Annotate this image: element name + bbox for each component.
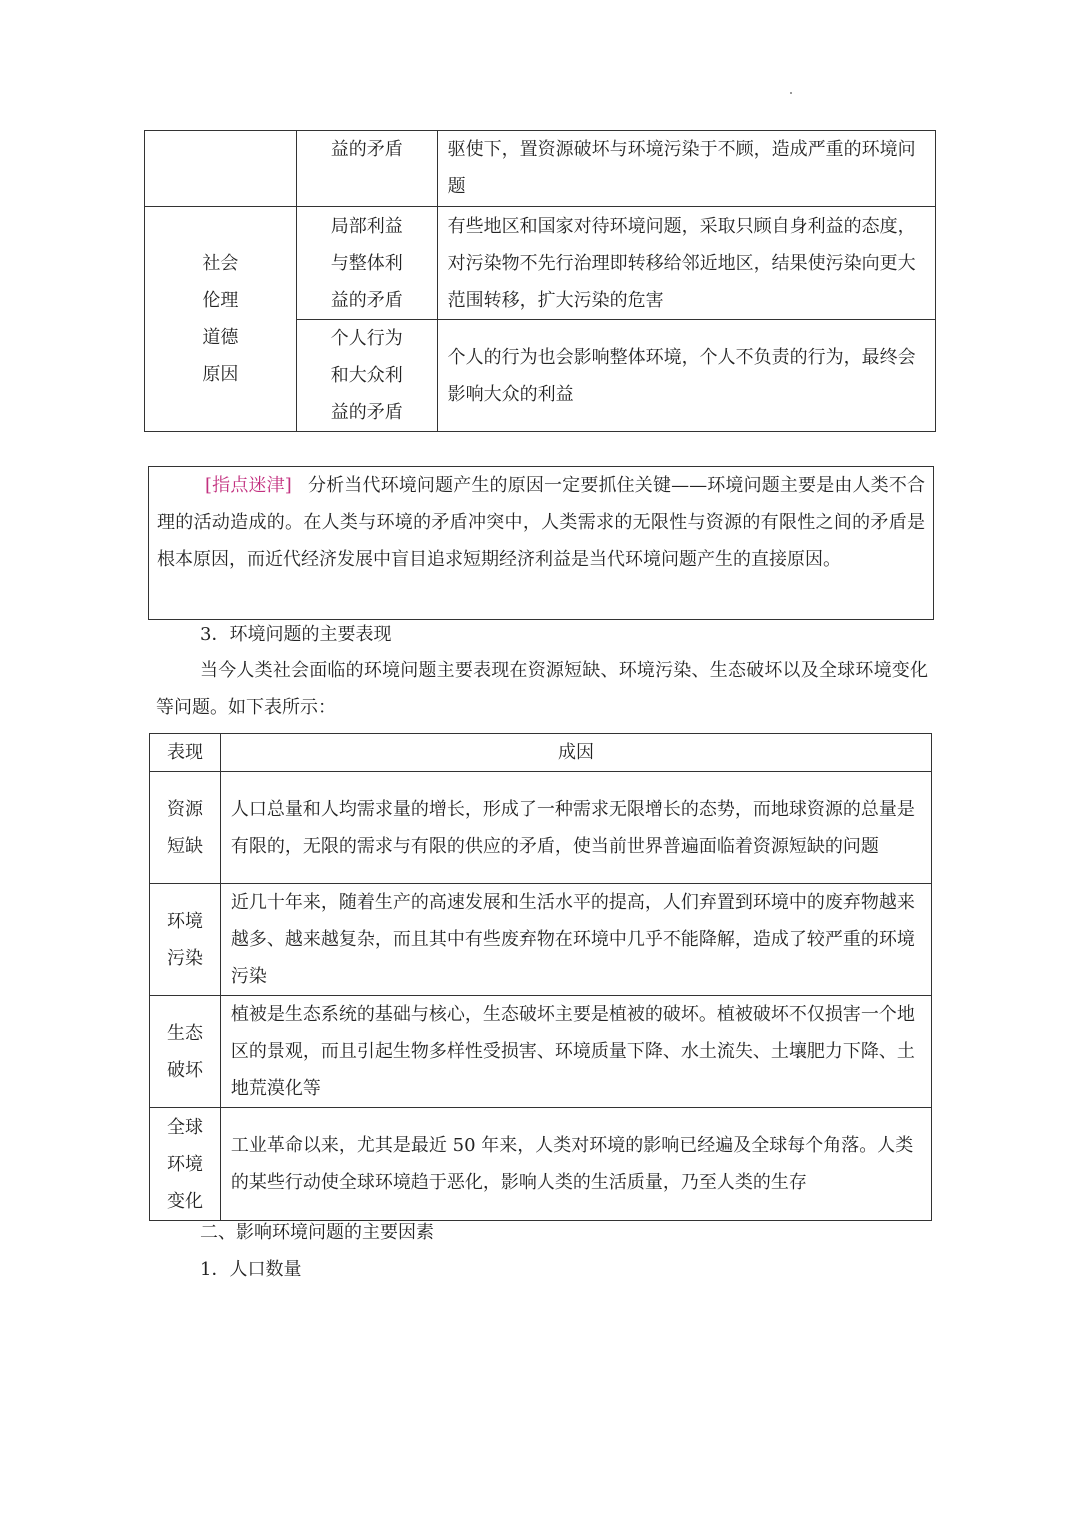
table-header-row — [150, 734, 932, 772]
table-row — [150, 996, 932, 1108]
row-value: 人口总量和人均需求量的增长，形成了一种需求无限增长的态势，而地球资源的总量是有限的，无限的需求与有限的供应的矛盾，使当前世界普遍面临着资源短缺的问题 — [220, 772, 931, 884]
conflict-desc: 有些地区和国家对待环境问题，采取只顾自身利益的态度，对污染物不先行治理即转移给邻近地区，结果使污染向更大范围转移，扩大污染的危害 — [437, 207, 935, 320]
conflict-label: 益的矛盾 — [296, 131, 437, 207]
row-value: 工业革命以来，尤其是最近 50 年来，人类对环境的影响已经遍及全球每个角落。人类的某些行动使全球环境趋于恶化，影响人类的生活质量，乃至人类的生存 — [220, 1108, 931, 1221]
row-key: 生态 破坏 — [150, 996, 221, 1108]
group-label: 社会 伦理 道德 原因 — [145, 207, 297, 432]
table-row — [150, 884, 932, 996]
section-heading: 3．环境问题的主要表现 — [200, 624, 392, 645]
section-intro: 当今人类社会面临的环境问题主要表现在资源短缺、环境污染、生态破坏以及全球环境变化等问题。如下表所示： — [156, 660, 928, 718]
table-row — [150, 1108, 932, 1221]
table-row — [150, 772, 932, 884]
conflict-label: 个人行为 和大众利 益的矛盾 — [296, 320, 437, 432]
tip-text: 分析当代环境问题产生的原因一定要抓住关键——环境问题主要是由人类不合理的活动造成的。在人类与环境的矛盾冲突中，人类需求的无限性与资源的有限性之间的矛盾是根本原因，而近代经济发展中盲目追求短期经济利益是当代环境问题产生的直接原因。 — [157, 475, 925, 570]
row-key: 资源 短缺 — [150, 772, 221, 884]
row-value: 植被是生态系统的基础与核心，生态破坏主要是植被的破坏。植被破坏不仅损害一个地区的景观，而且引起生物多样性受损害、环境质量下降、水土流失、土壤肥力下降、土地荒漠化等 — [220, 996, 931, 1108]
conflict-label: 局部利益 与整体利 益的矛盾 — [296, 207, 437, 320]
row-key: 全球 环境 变化 — [150, 1108, 221, 1221]
tip-box — [148, 466, 934, 620]
column-header: 表现 — [150, 734, 221, 772]
row-value: 近几十年来，随着生产的高速发展和生活水平的提高，人们弃置到环境中的废弃物越来越多、越来越复杂，而且其中有些废弃物在环境中几乎不能降解，造成了较严重的环境污染 — [220, 884, 931, 996]
table-row — [145, 131, 936, 207]
conflict-desc: 驱使下，置资源破坏与环境污染于不顾，造成严重的环境问题 — [437, 131, 935, 207]
section-two-heading: 二、影响环境问题的主要因素 — [200, 1222, 434, 1243]
causes-table — [144, 130, 936, 432]
subsection-heading: 1．人口数量 — [200, 1259, 302, 1280]
conflict-desc: 个人的行为也会影响整体环境，个人不负责的行为，最终会影响大众的利益 — [437, 320, 935, 432]
column-header: 成因 — [220, 734, 931, 772]
tip-label: [指点迷津] — [205, 475, 292, 496]
empty-cell — [145, 131, 297, 207]
manifestations-table — [149, 733, 932, 1221]
row-key: 环境 污染 — [150, 884, 221, 996]
table-row — [145, 207, 936, 320]
scan-dot — [790, 92, 792, 94]
